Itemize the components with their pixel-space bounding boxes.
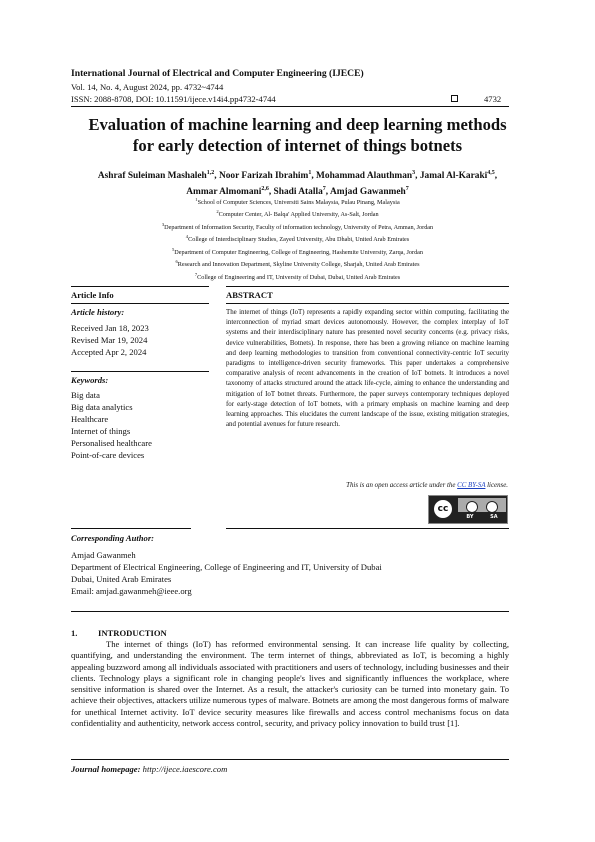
volume-info: Vol. 14, No. 4, August 2024, pp. 4732~4744 (71, 82, 224, 92)
author-name: Ashraf Suleiman Mashaleh (97, 171, 207, 182)
corresponding-heading: Corresponding Author: (71, 533, 155, 543)
keyword-item: Internet of things (71, 426, 131, 436)
cc-badge-panel (458, 498, 506, 512)
cc-badge-bar (458, 513, 506, 521)
homepage-label: Journal homepage: (71, 764, 141, 774)
affiliation-sup: 6 (175, 259, 178, 265)
author-name: Jamal Al-Karaki (419, 171, 488, 182)
author-sup: 3 (412, 170, 416, 176)
affiliation-item (60, 207, 535, 219)
section-number: 1. (71, 628, 78, 638)
author-sup: 1,2 (206, 170, 215, 176)
article-history-heading: Article history: (71, 307, 125, 317)
person-icon (466, 501, 478, 513)
header-rule (71, 106, 509, 107)
introduction-heading (71, 628, 167, 638)
affiliation-list (60, 195, 535, 282)
keyword-item: Point-of-care devices (71, 450, 145, 460)
license-link[interactable]: CC BY-SA (457, 482, 486, 489)
author-name: Ammar Almomani (186, 187, 262, 198)
front-matter-bottom-rule (71, 611, 509, 612)
cc-by-sa-badge[interactable] (428, 495, 508, 524)
affiliation-sup: 1 (195, 197, 198, 202)
author-name: Noor Farizah Ibrahim (218, 171, 309, 182)
corresponding-rule (71, 528, 191, 529)
received-date: Received Jan 18, 2023 (71, 323, 149, 333)
affiliation-item (60, 220, 535, 232)
affiliation-sup: 3 (161, 221, 165, 227)
license-line (226, 482, 508, 489)
affiliation-text: Department of Information Security, Faculty of information technology, University of Petra, Amman, Jordan (164, 224, 434, 231)
affiliation-text: School of Computer Sciences, Universiti Sains Malaysia, Pulau Pinang, Malaysia (197, 199, 400, 207)
affiliation-sup: 7 (194, 271, 198, 277)
abstract-rule (226, 303, 509, 304)
license-suffix: license. (485, 482, 508, 489)
affiliation-item (60, 257, 535, 269)
page-number: 4732 (484, 94, 502, 104)
author-sep: , (214, 171, 219, 182)
footer-rule (71, 759, 509, 760)
corresponding-city: Dubai, United Arab Emirates (71, 574, 172, 584)
affiliation-item (60, 270, 535, 282)
section-title: INTRODUCTION (98, 628, 167, 638)
abstract-text: The internet of things (IoT) represents a rapidly expanding sector within computing, facilitating the interconnection of myriad smart devices autonomously. However, the complex interplay of IoT systems and their interdisciplinary nature has presented novel security concerns (e.g. privacy risks, device vulnerabilities, Botnets). In response, there has been a growing reliance on machine learning and deep learning methodologies to transition from conventional connectivity-centric IoT security paradigms to intelligence-driven security frameworks. This paper undertakes a comprehensive comparative analysis of recent advancements in the creation of IoT botnets. It introduces a novel taxonomy of attacks structured around the attack life-cycle, aiming to enhance the understanding and mitigation of IoT botnet threats. Furthermore, the paper surveys contemporary techniques deployed for early-stage detection of IoT botnets, with a primary emphasis on machine learning and deep learning approaches. This elucidates the current landscape of the issue, existing mitigation strategies, and potential avenues for future research. (226, 309, 509, 429)
paper-title (60, 114, 535, 156)
corresponding-name: Amjad Gawanmeh (71, 550, 136, 560)
title-line: for early detection of internet of things botnets (132, 136, 463, 155)
article-info-top-rule (71, 286, 209, 287)
square-icon (451, 95, 458, 102)
author-sep: , (325, 187, 330, 198)
keyword-item: Big data analytics (71, 402, 133, 412)
author-name: Mohammad Alauthman (316, 171, 413, 182)
affiliation-text: Research and Innovation Department, Skyline University College, Sharjah, United Arab Emirates (177, 261, 420, 269)
author-sup: 7 (322, 186, 326, 193)
affiliation-text: College of Engineering and IT, University of Dubai, Dubai, United Arab Emirates (197, 273, 401, 281)
author-sup: 7 (405, 186, 409, 193)
accepted-date: Accepted Apr 2, 2024 (71, 347, 147, 357)
abstract-heading: ABSTRACT (226, 290, 273, 300)
affiliation-item (60, 195, 535, 207)
author-sup: 4,5 (487, 170, 495, 176)
author-sep: , (415, 171, 420, 182)
badge-sa-label: SA (490, 514, 498, 520)
author-sep: , (268, 187, 274, 198)
journal-homepage (71, 764, 227, 774)
affiliation-text: College of Interdisciplinary Studies, Zayed University, Abu Dhabi, United Arab Emirates (188, 236, 410, 244)
author-sep: , (494, 171, 498, 182)
keyword-item: Personalised healthcare (71, 438, 152, 448)
article-info-rule (71, 303, 209, 304)
affiliation-text: Department of Computer Engineering, College of Engineering, Hashemite University, Zarqa, Jordan (174, 248, 424, 256)
issn-doi: ISSN: 2088-8708, DOI: 10.11591/ijece.v14i4.pp4732-4744 (71, 94, 276, 104)
keyword-item: Healthcare (71, 414, 109, 424)
author-name: Shadi Atalla (273, 187, 323, 198)
author-sup: 1 (308, 170, 312, 176)
affiliation-item (60, 245, 535, 257)
affiliation-sup: 2 (216, 209, 219, 215)
keywords-rule (71, 371, 209, 372)
badge-by-label: BY (466, 514, 474, 520)
affiliation-sup: 5 (171, 246, 175, 252)
keyword-item: Big data (71, 390, 100, 400)
homepage-url[interactable]: http://ijece.iaescore.com (142, 764, 228, 774)
revised-date: Revised Mar 19, 2024 (71, 335, 148, 345)
keywords-heading: Keywords: (71, 375, 109, 385)
author-sep: , (311, 171, 317, 182)
affiliation-sup: 4 (185, 234, 189, 240)
corresponding-email: Email: amjad.gawanmeh@ieee.org (71, 586, 192, 596)
article-info-heading: Article Info (71, 290, 114, 300)
affiliation-text: Computer Center, Al- Balqa' Applied University, As-Salt, Jordan (218, 211, 379, 219)
introduction-text: The internet of things (IoT) has reformed environmental sensing. It can increase life quality by collecting, quantifying, and understanding the environment. The term internet of things, abbreviated as IoT, is becoming a highly appealing buzzword among all individuals associated with practitioners and users of technology, including businesses and their clients. Technology plays a significant role in changing people's lives and significantly influences the workplace, where sensitive information is shared over the Internet. As a result, the attacker's curiosity can be turned into monetary gain. To achieve their objectives, attackers utilize numerous types of malware. Botnets are among the most dangerous forms of malware for unethical Internet activity. IoT device security measures like firewalls and access control mechanisms focus on data confidentiality and authenticity, network access control, security, and privacy policy innovation to build trust [1]. (71, 639, 509, 729)
share-alike-icon (486, 501, 498, 513)
cc-logo-icon: cc (432, 498, 454, 520)
license-prefix: This is an open access article under the (346, 482, 458, 489)
abstract-top-rule (226, 286, 509, 287)
title-line: Evaluation of machine learning and deep learning methods (88, 115, 507, 134)
author-line (60, 167, 535, 183)
author-sup: 2,6 (261, 186, 269, 193)
author-name: Amjad Gawanmeh (329, 187, 406, 198)
journal-title: International Journal of Electrical and Computer Engineering (IJECE) (71, 68, 364, 79)
corresponding-dept: Department of Electrical Engineering, College of Engineering and IT, University of Dubai (71, 562, 382, 572)
affiliation-item (60, 232, 535, 244)
abstract-bottom-rule (226, 528, 509, 529)
